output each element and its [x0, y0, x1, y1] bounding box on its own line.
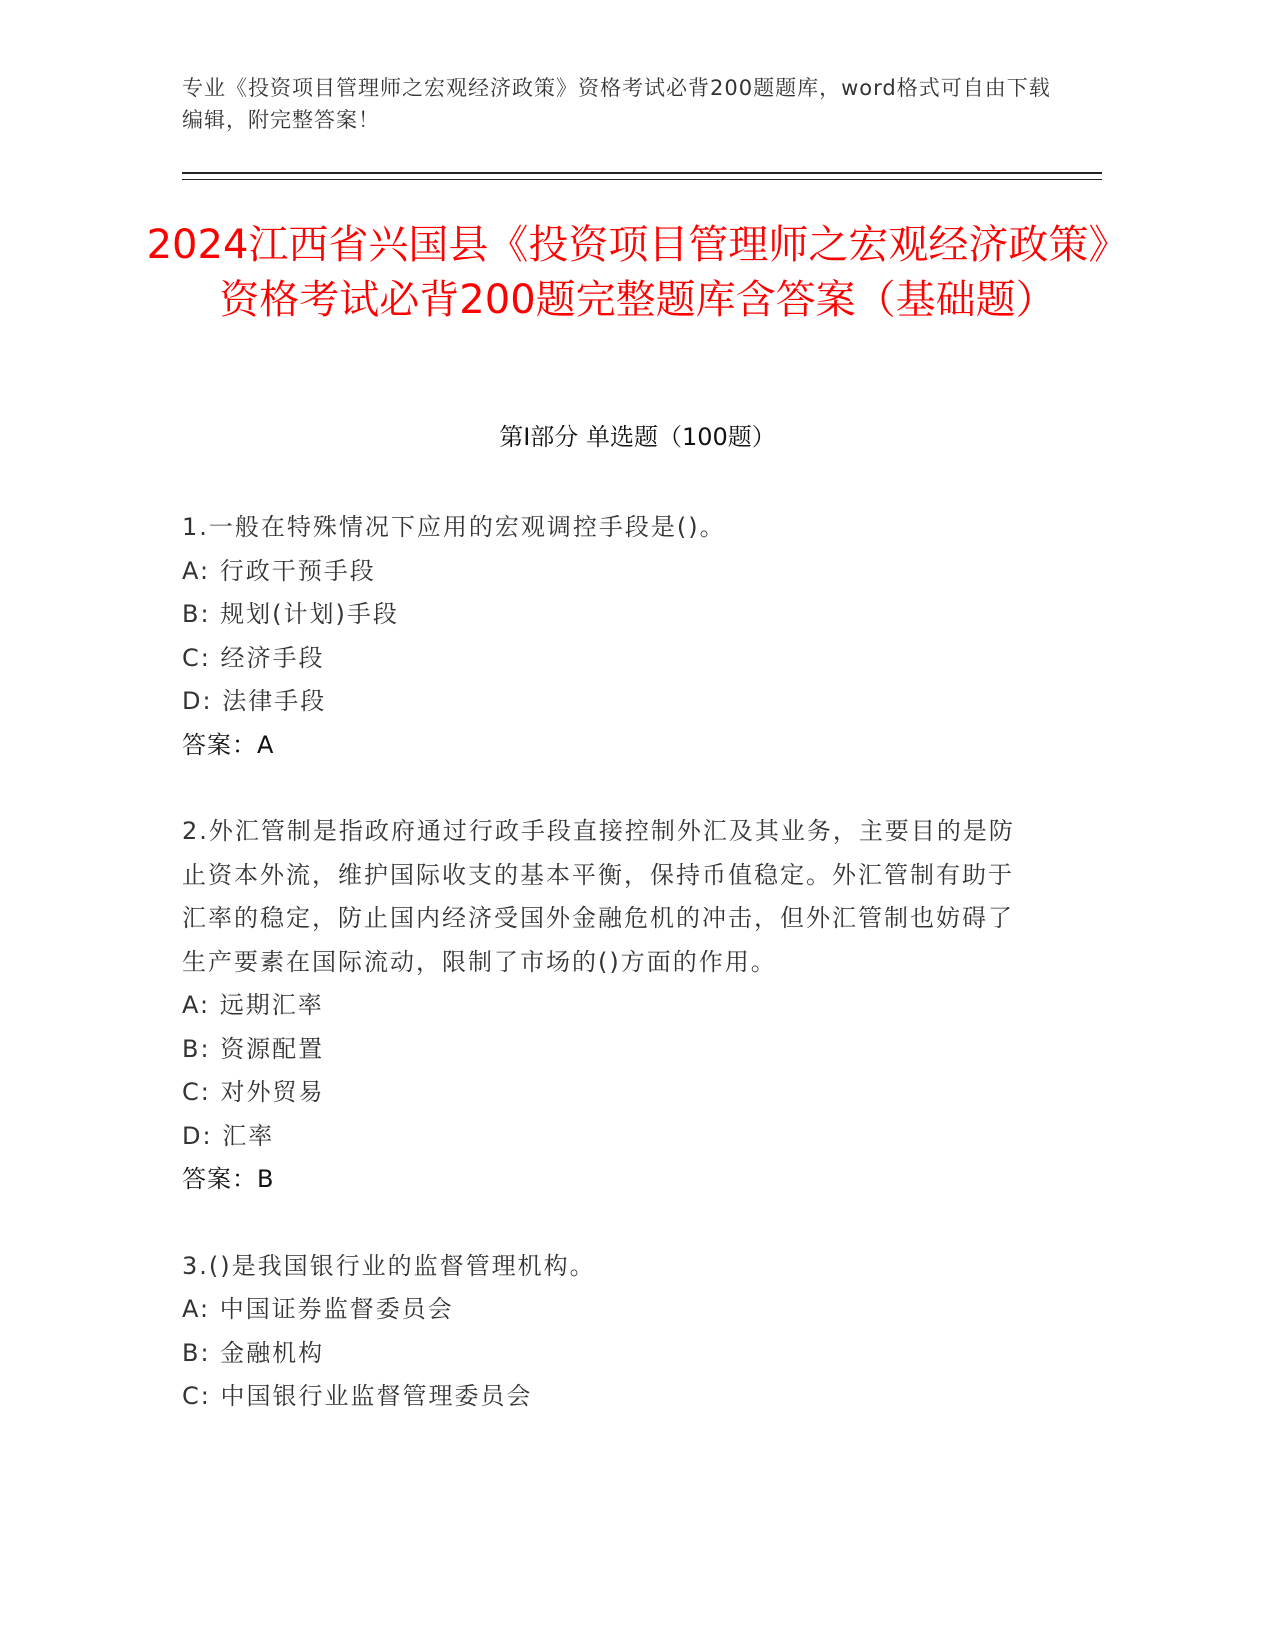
question-2 — [182, 810, 1022, 1202]
question-stem: 3.()是我国银行业的监督管理机构。 — [182, 1251, 596, 1280]
question-stem: 2.外汇管制是指政府通过行政手段直接控制外汇及其业务，主要目的是防止资本外流，维护国际收支的基本平衡，保持币值稳定。外汇管制有助于汇率的稳定，防止国内经济受国外金融危机的冲击，但外汇管制也妨碍了生产要素在国际流动，限制了市场的()方面的作用。 — [182, 817, 1015, 976]
header-rule-thick — [182, 172, 1102, 174]
option-b: B: 资源配置 — [182, 1034, 325, 1063]
option-c: C: 中国银行业监督管理委员会 — [182, 1382, 533, 1410]
option-c: C: 经济手段 — [182, 643, 325, 672]
question-stem: 1.一般在特殊情况下应用的宏观调控手段是()。 — [182, 513, 726, 541]
header-note: 专业《投资项目管理师之宏观经济政策》资格考试必背200题题库，word格式可自由下载编辑，附完整答案！ — [182, 76, 1051, 132]
document-title: 2024江西省兴国县《投资项目管理师之宏观经济政策》资格考试必背200题完整题库含答案（基础题） — [146, 222, 1129, 323]
option-b: B: 规划(计划)手段 — [182, 600, 399, 628]
option-b: B: 金融机构 — [182, 1338, 325, 1367]
option-d: D: 汇率 — [182, 1121, 275, 1150]
option-a: A: 远期汇率 — [182, 991, 324, 1019]
option-c: C: 对外贸易 — [182, 1078, 325, 1106]
answer-line: 答案：A — [182, 730, 275, 759]
question-3 — [182, 1245, 1022, 1419]
question-1 — [182, 506, 1022, 767]
option-a: A: 行政干预手段 — [182, 556, 376, 585]
question-list — [182, 506, 1022, 1462]
header-rule-thin — [182, 179, 1102, 180]
answer-line: 答案：B — [182, 1165, 275, 1193]
option-d: D: 法律手段 — [182, 687, 327, 715]
option-a: A: 中国证券监督委员会 — [182, 1295, 454, 1323]
section-heading: 第Ⅰ部分 单选题（100题） — [499, 423, 776, 451]
